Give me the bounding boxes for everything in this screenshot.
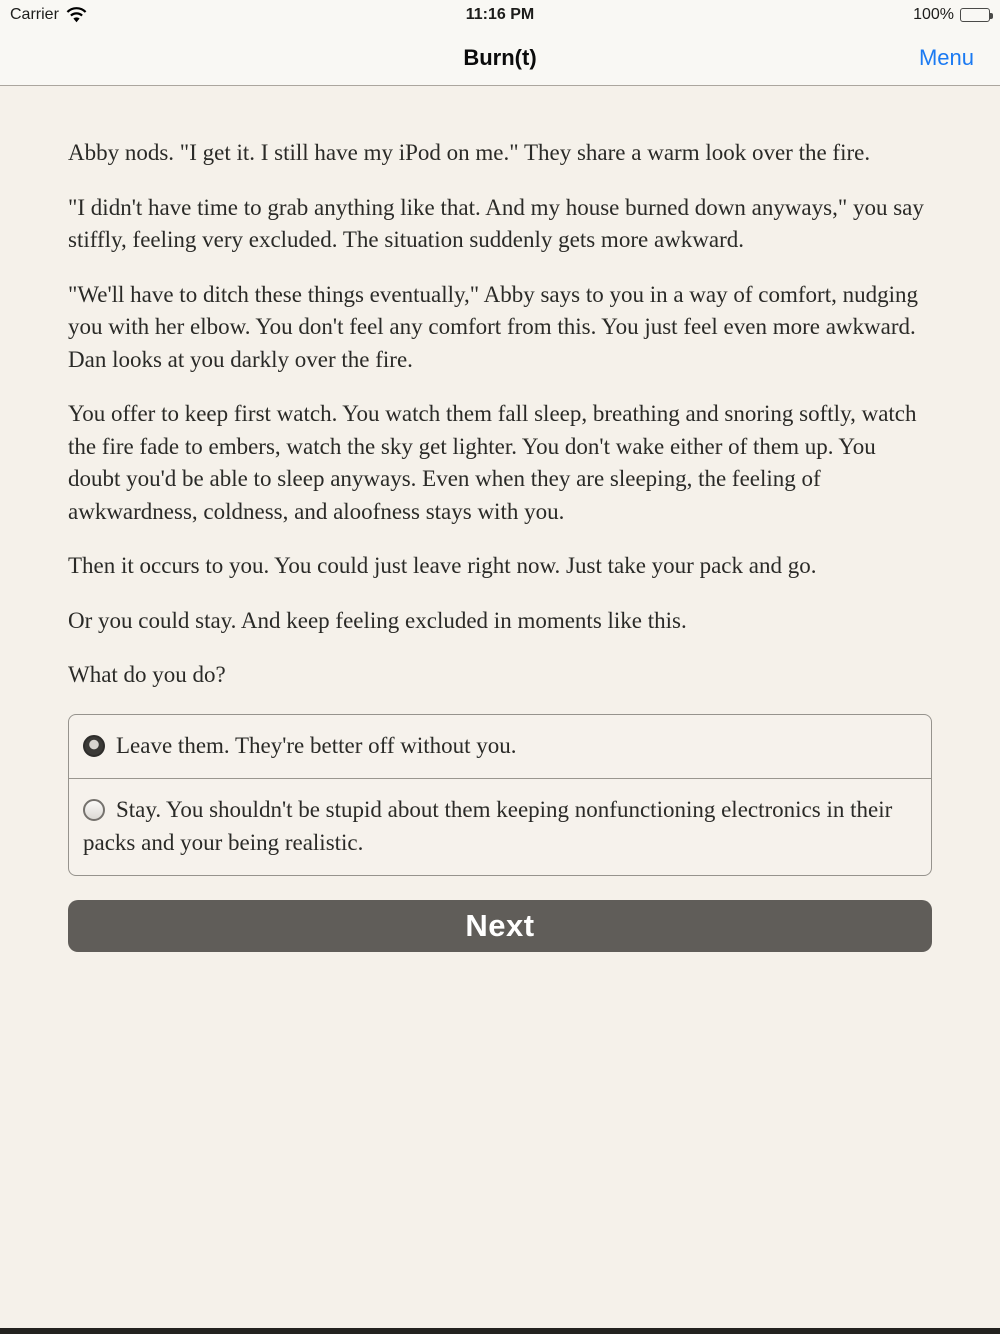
story-paragraph: Or you could stay. And keep feeling excluded in moments like this. <box>68 607 687 633</box>
menu-button[interactable]: Menu <box>918 44 974 70</box>
story-content <box>0 87 1000 952</box>
carrier-label: Carrier <box>10 6 59 23</box>
clock: 11:16 PM <box>465 6 535 23</box>
battery-percent-label: 100% <box>913 6 954 23</box>
story-paragraph: "We'll have to ditch these things eventually," Abby says to you in a way of comfort, nudging you with her elbow. You don't feel any comfort from this. You just feel even more awkward. Dan looks at you darkly over the fire. <box>68 281 918 372</box>
story-paragraph: Then it occurs to you. You could just leave right now. Just take your pack and go. <box>68 553 817 578</box>
nav-bar <box>0 30 1000 85</box>
story-paragraph: "I didn't have time to grab anything like that. And my house burned down anyways," you say stiffly, feeling very excluded. The situation suddenly gets more awkward. <box>68 194 924 252</box>
story-prompt: What do you do? <box>68 662 226 687</box>
story-text <box>68 137 932 692</box>
choice-option-leave[interactable] <box>69 715 931 779</box>
bottom-edge-bar <box>0 1328 1000 1334</box>
next-button[interactable]: Next <box>68 900 932 952</box>
page-title: Burn(t) <box>463 44 537 70</box>
choice-label: Leave them. They're better off without you. <box>116 732 517 758</box>
top-chrome <box>0 0 1000 86</box>
choice-label: Stay. You shouldn't be stupid about them keeping nonfunctioning electronics in their packs and your being realistic. <box>83 797 893 855</box>
story-paragraph: You offer to keep first watch. You watch them fall sleep, breathing and snoring softly, watch the fire fade to embers, watch the sky get lighter. You don't wake either of them up. You doubt you'd be able to sleep anyways. Even when they are sleeping, the feeling of awkwardness, coldness, and aloofness stays with you. <box>68 401 917 524</box>
radio-button[interactable] <box>83 735 105 757</box>
choice-option-stay[interactable] <box>69 778 931 875</box>
choice-group <box>68 714 932 877</box>
story-paragraph: Abby nods. "I get it. I still have my iPod on me." They share a warm look over the fire. <box>68 140 871 165</box>
battery-icon <box>960 8 990 22</box>
radio-button[interactable] <box>83 799 105 821</box>
status-bar <box>0 0 1000 30</box>
wifi-icon <box>66 7 87 23</box>
